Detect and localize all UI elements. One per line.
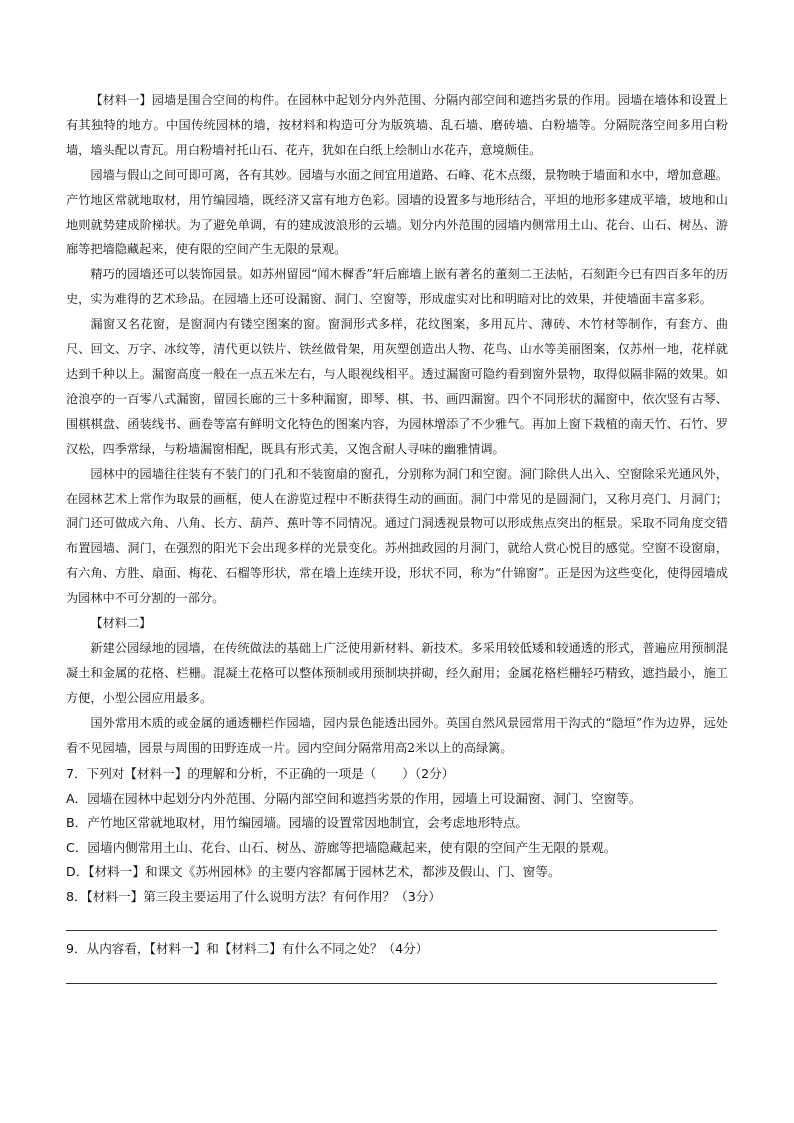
material1-paragraph-4: 漏窗又名花窗，是窗洞内有镂空图案的窗。窗洞形式多样，花纹图案，多用瓦片、薄砖、木竹材等制作，有套方、曲尺、回文、万字、冰纹等，清代更以铁片、铁丝做骨架，用灰塑创造出人物、花鸟、山水等美丽图案，仅苏州一地，花样就达到千种以上。漏窗高度一般在一点五米左右，与人眼视线相平。透过漏窗可隐约看到窗外景物，取得似隔非隔的效果。如沧浪亭的一百零八式漏窗，留园长廊的三十多种漏窗，即琴、棋、书、画四漏窗。四个不同形状的漏窗中，依次竖有古琴、围棋棋盘、函装线书、画卷等富有鲜明文化特色的图案内容，为园林增添了不少雅气。再加上窗下栽植的南天竹、石竹、罗汉松，四季常绿，与粉墙漏窗相配，既具有形式美，又饱含耐人寻味的幽雅情调。 bbox=[66, 317, 728, 456]
reading-materials bbox=[66, 88, 728, 760]
question-7-stem-b: ）（2分） bbox=[402, 766, 455, 782]
question-7-option-d: D．【材料一】和课文《苏州园林》的主要内容都属于园林艺术，都涉及假山、门、窗等。 bbox=[66, 864, 561, 880]
question-9: 9．从内容看，【材料一】和【材料二】有什么不同之处？（4分） bbox=[66, 941, 429, 957]
question-7 bbox=[66, 762, 728, 787]
material1-paragraph-5: 园林中的园墙往往装有不装门的门孔和不装窗扇的窗孔，分别称为洞门和空窗。洞门除供人出入、空窗除采光通风外，在园林艺术上常作为取景的画框，使人在游览过程中不断获得生动的画面。洞门中常见的是圆洞门，又称月亮门、月洞门；洞门还可做成六角、八角、长方、葫芦、蕉叶等不同情况。通过门洞透视景物可以形成焦点突出的框景。采取不同角度交错布置园墙、洞门，在强烈的阳光下会出现多样的光景变化。苏州拙政园的月洞门，就给人赏心悦目的感觉。空窗不设窗扇，有六角、方胜、扇面、梅花、石榴等形状，常在墙上连续开设，形状不同，称为“什锦窗”。正是因为这些变化，使得园墙成为园林中不可分割的一部分。 bbox=[66, 466, 728, 606]
material1-paragraph-1: 【材料一】园墙是围合空间的构件。在园林中起划分内外范围、分隔内部空间和遮挡劣景的作用。园墙在墙体和设置上有其独特的地方。中国传统园林的墙，按材料和构造可分为版筑墙、乱石墙、磨砖墙、白粉墙等。分隔院落空间多用白粉墙，墙头配以青瓦。用白粉墙衬托山石、花卉，犹如在白纸上绘制山水花卉，意境颇佳。 bbox=[66, 93, 728, 157]
material2-heading: 【材料二】 bbox=[90, 616, 152, 631]
question-7-option-a: A．园墙在园林中起划分内外范围、分隔内部空间和遮挡劣景的作用，园墙上可设漏窗、洞门、空窗等。 bbox=[66, 790, 642, 806]
questions-section bbox=[66, 762, 728, 984]
question-7-option-c: C．园墙内侧常用土山、花台、山石、树丛、游廊等把墙隐藏起来，使有限的空间产生无限的景观。 bbox=[66, 839, 617, 855]
question-7-stem-a: 7．下列对【材料一】的理解和分析，不正确的一项是（ bbox=[66, 766, 377, 782]
material1-paragraph-2: 园墙与假山之间可即可离，各有其妙。园墙与水面之间宜用道路、石峰、花木点缀，景物映于墙面和水中，增加意趣。产竹地区常就地取材，用竹编园墙，既经济又富有地方色彩。园墙的设置多与地形结合，平坦的地形多建成平墙，坡地和山地则就势建成阶梯状。为了避免单调，有的建成波浪形的云墙。划分内外范围的园墙内侧常用土山、花台、山石、树丛、游廊等把墙隐藏起来，使有限的空间产生无限的景观。 bbox=[66, 167, 728, 257]
question-7-option-b: B．产竹地区常就地取材，用竹编园墙。园墙的设置常因地制宜，会考虑地形特点。 bbox=[66, 815, 529, 831]
material1-paragraph-3: 精巧的园墙还可以装饰园景。如苏州留园“闻木樨香”轩后廊墙上嵌有著名的董刻二王法帖，石刻距今已有四百多年的历史，实为难得的艺术珍品。在园墙上还可设漏窗、洞门、空窗等，形成虚实对比和明暗对比的效果，并使墙面丰富多彩。 bbox=[66, 267, 728, 307]
answer-line-9 bbox=[66, 983, 717, 984]
material2-paragraph-1: 新建公园绿地的园墙，在传统做法的基础上广泛使用新材料、新技术。多采用较低矮和较通透的形式，普遍应用预制混凝土和金属的花格、栏栅。混凝土花格可以整体预制或用预制块拼砌，经久耐用；金属花格栏栅轻巧精致，遮挡最小，施工方便，小型公园应用最多。 bbox=[66, 640, 728, 705]
material2-paragraph-2: 国外常用木质的或金属的通透栅栏作园墙，园内景色能透出园外。英国自然风景园常用干沟式的“隐垣”作为边界，远处看不见园墙，园景与周围的田野连成一片。园内空间分隔常用高2米以上的高绿篱。 bbox=[66, 715, 728, 755]
question-8: 8．【材料一】第三段主要运用了什么说明方法？有何作用？（3分） bbox=[66, 888, 441, 904]
